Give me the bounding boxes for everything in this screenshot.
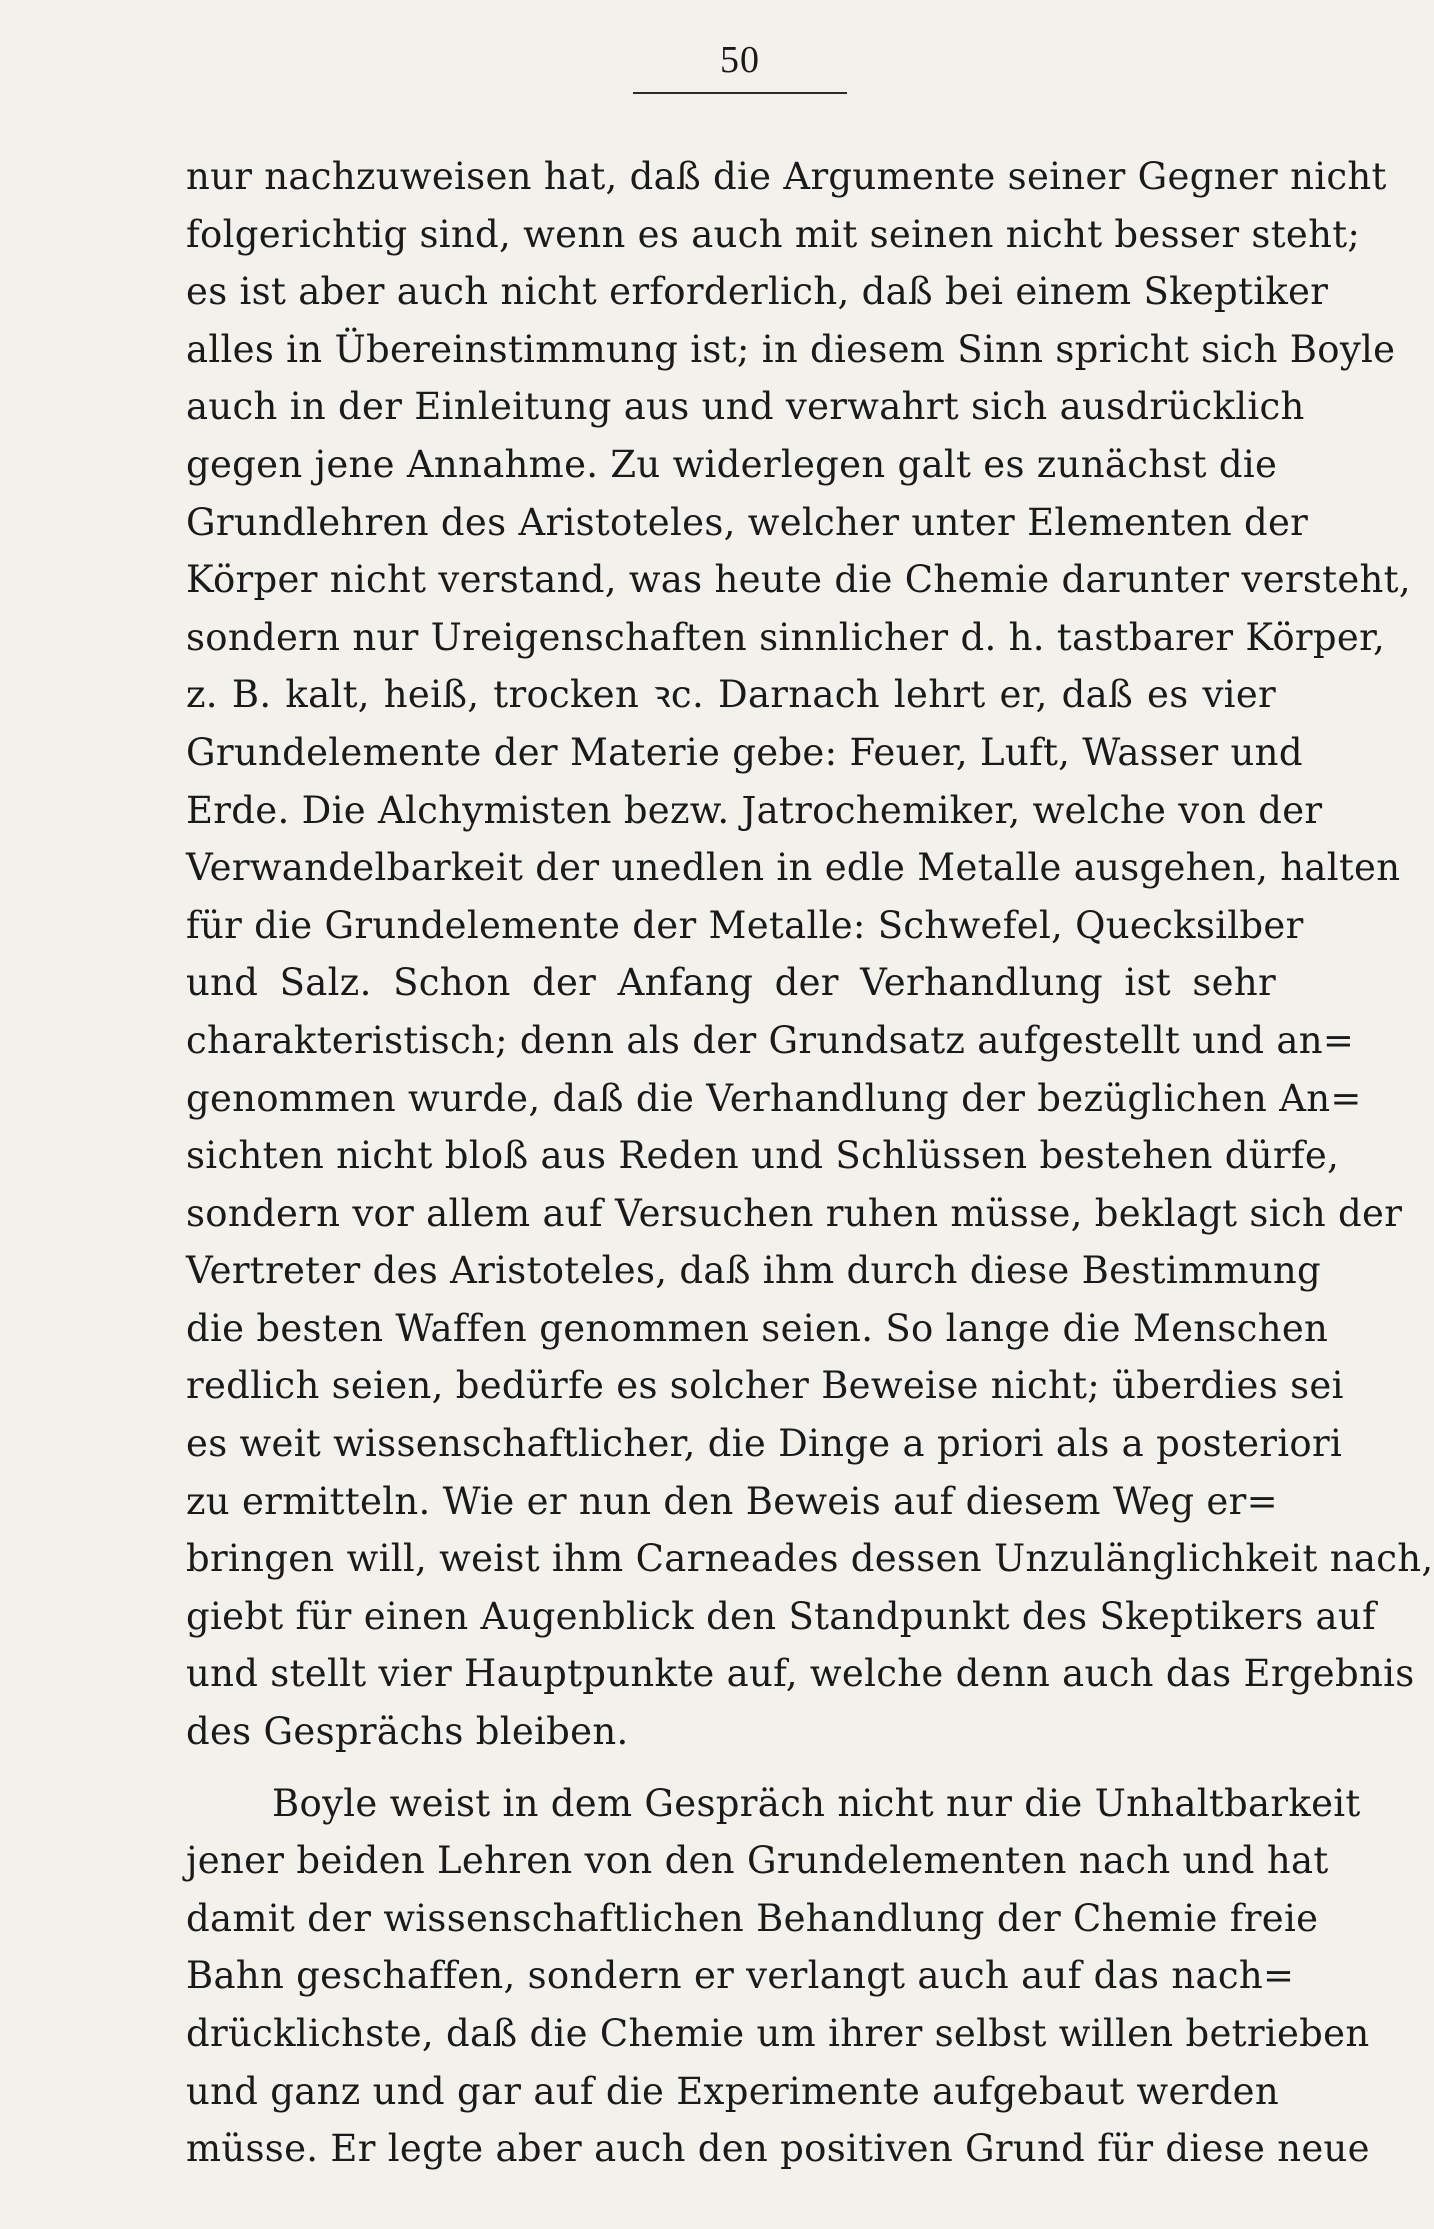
text-line: zu ermitteln. Wie er nun den Beweis auf diesem Weg er= (186, 1479, 1278, 1523)
text-line: gegen jene Annahme. Zu widerlegen galt es zunächst die (186, 442, 1278, 486)
paragraph (186, 148, 1434, 1761)
text-line: redlich seien, bedürfe es solcher Beweise nicht; überdies sei (186, 1364, 1344, 1408)
text-line: und ganz und gar auf die Experimente aufgebaut werden (186, 2069, 1280, 2113)
text-line: Erde. Die Alchymisten bezw. Jatrochemiker, welche von der (186, 788, 1323, 832)
text-line: damit der wissenschaftlichen Behandlung der Chemie freie (186, 1896, 1319, 1940)
text-line: bringen will, weist ihm Carneades dessen Unzulänglichkeit nach, (186, 1537, 1434, 1581)
text-line: jener beiden Lehren von den Grundelementen nach und hat (186, 1839, 1329, 1883)
text-line: Boyle weist in dem Gespräch nicht nur die Unhaltbarkeit (272, 1781, 1361, 1825)
text-line: es ist aber auch nicht erforderlich, daß bei einem Skeptiker (186, 270, 1329, 314)
text-line: Vertreter des Aristoteles, daß ihm durch diese Bestimmung (186, 1249, 1321, 1293)
text-line: giebt für einen Augenblick den Standpunkt des Skeptikers auf (186, 1594, 1377, 1638)
text-line: alles in Übereinstimmung ist; in diesem Sinn spricht sich Boyle (186, 327, 1396, 371)
text-line: und Salz. Schon der Anfang der Verhandlung ist sehr (186, 961, 1276, 1005)
text-line: sondern vor allem auf Versuchen ruhen müsse, beklagt sich der (186, 1191, 1403, 1235)
text-line: Körper nicht verstand, was heute die Chemie darunter versteht, (186, 558, 1411, 602)
header-rule (633, 92, 847, 94)
body-text (186, 148, 1434, 2178)
text-line: Verwandelbarkeit der unedlen in edle Metalle ausgehen, halten (186, 846, 1401, 890)
text-line: müsse. Er legte aber auch den positiven Grund für diese neue (186, 2127, 1370, 2171)
text-line: drücklichste, daß die Chemie um ihrer selbst willen betrieben (186, 2012, 1370, 2055)
paragraph (186, 1775, 1370, 2178)
text-line: Grundlehren des Aristoteles, welcher unter Elementen der (186, 500, 1309, 544)
text-line: des Gesprächs bleiben. (186, 1710, 629, 1754)
text-line: genommen wurde, daß die Verhandlung der bezüglichen An= (186, 1076, 1362, 1120)
page-number: 50 (720, 39, 760, 81)
text-line: z. B. kalt, heiß, trocken ꝛc. Darnach lehrt er, daß es vier (186, 673, 1276, 717)
text-line: auch in der Einleitung aus und verwahrt sich ausdrücklich (186, 385, 1305, 429)
text-line: Grundelemente der Materie gebe: Feuer, Luft, Wasser und (186, 730, 1303, 774)
text-line: sondern nur Ureigenschaften sinnlicher d. h. tastbarer Körper, (186, 615, 1386, 659)
text-line: nur nachzuweisen hat, daß die Argumente seiner Gegner nicht (186, 155, 1387, 198)
text-line: und stellt vier Hauptpunkte auf, welche denn auch das Ergebnis (186, 1652, 1415, 1696)
text-line: es weit wissenschaftlicher, die Dinge a priori als a posteriori (186, 1422, 1343, 1466)
text-line: charakteristisch; denn als der Grundsatz aufgestellt und an= (186, 1018, 1355, 1062)
text-line: sichten nicht bloß aus Reden und Schlüssen bestehen dürfe, (186, 1134, 1340, 1178)
text-line: folgerichtig sind, wenn es auch mit seinen nicht besser steht; (186, 212, 1361, 256)
text-line: die besten Waffen genommen seien. So lange die Menschen (186, 1306, 1329, 1350)
text-line: Bahn geschaffen, sondern er verlangt auch auf das nach= (186, 1954, 1295, 1998)
text-line: für die Grundelemente der Metalle: Schwefel, Quecksilber (186, 903, 1304, 947)
